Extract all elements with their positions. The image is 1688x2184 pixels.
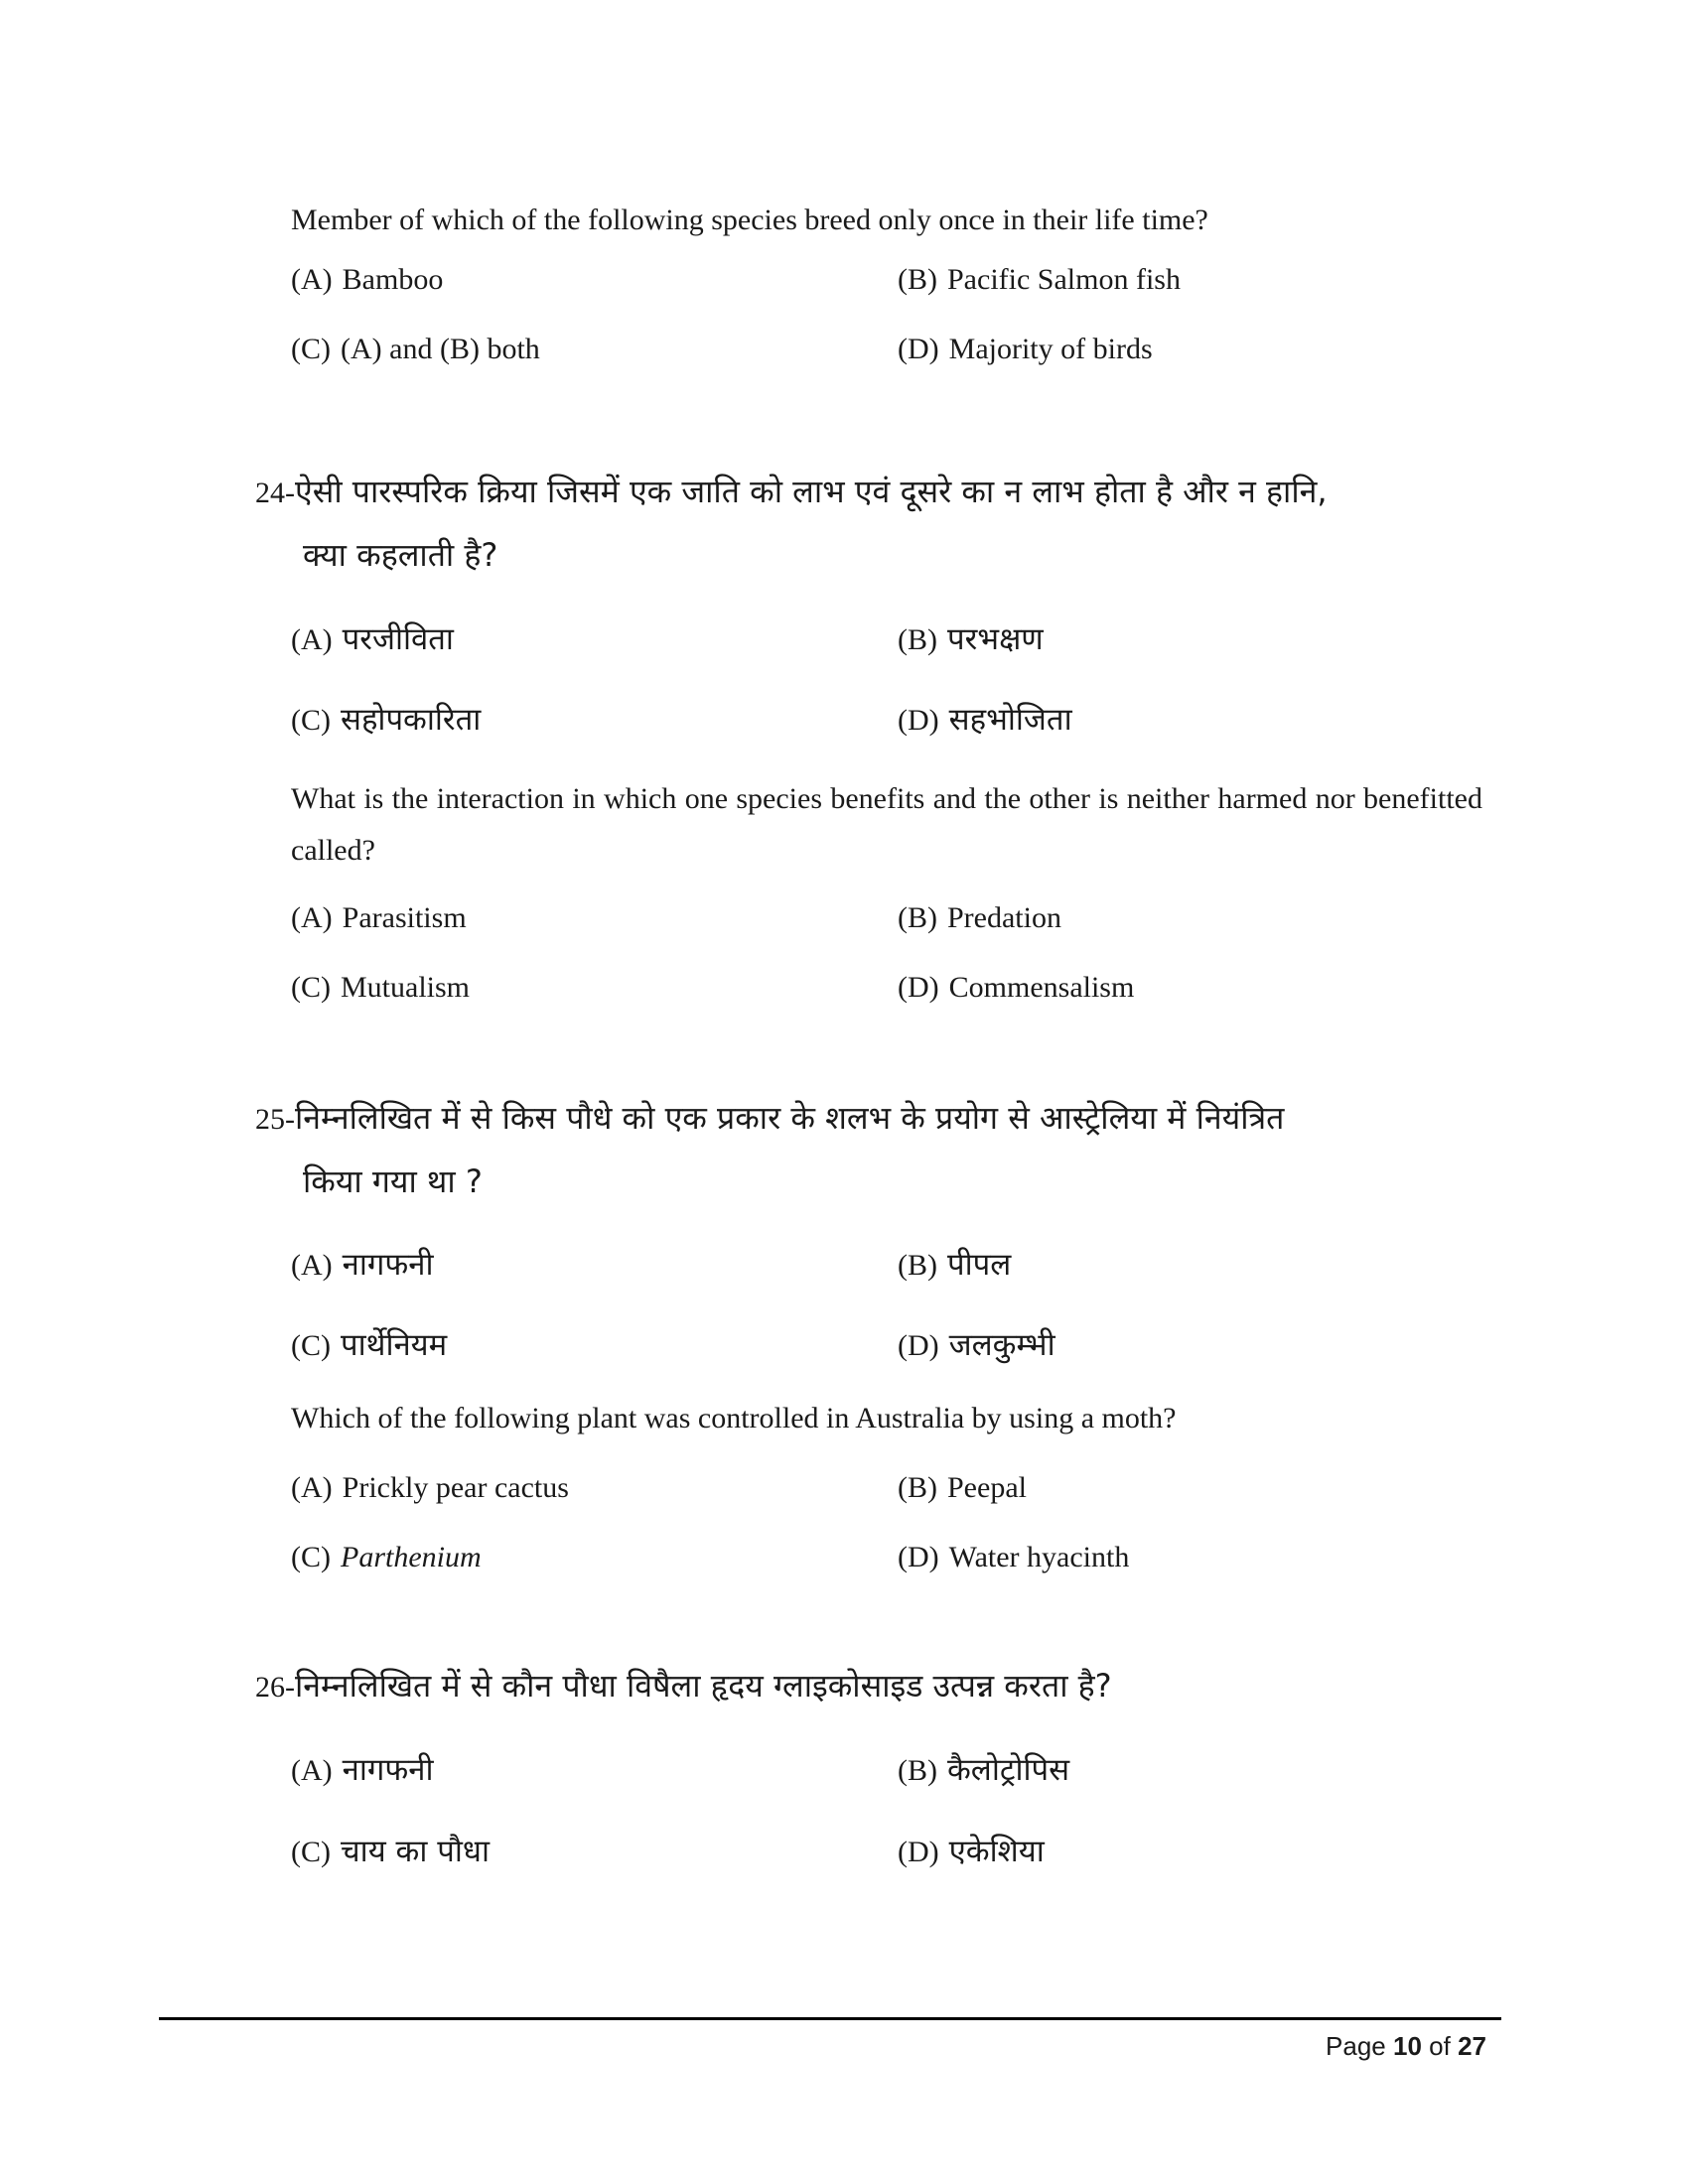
q23-option-c (291, 330, 540, 369)
option-text: Pacific Salmon fish (947, 263, 1181, 296)
question-line-1: निम्नलिखित में से किस पौधे को एक प्रकार के शलभ के प्रयोग से आस्ट्रेलिया में नियंत्रित (295, 1099, 1285, 1137)
q25-hindi-option-b (898, 1243, 1011, 1285)
q26-hindi-option-a (291, 1748, 433, 1790)
page-total: 27 (1458, 2031, 1486, 2061)
q25-option-a (291, 1468, 569, 1508)
q25-option-b (898, 1468, 1027, 1508)
option-text: जलकुम्भी (948, 1327, 1055, 1363)
option-text: Mutualism (341, 971, 471, 1004)
option-text: कैलोट्रोपिस (947, 1752, 1070, 1788)
option-label: (D) (898, 333, 939, 365)
option-text: नागफनी (342, 1752, 434, 1788)
option-label: (B) (898, 901, 937, 934)
page-middle: of (1429, 2031, 1451, 2061)
q24-hindi-option-c (291, 698, 481, 740)
q25-hindi-option-c (291, 1323, 447, 1365)
q23-english-question: Member of which of the following species breed only once in their life time? (291, 204, 1208, 236)
option-label: (C) (291, 1836, 331, 1868)
question-line-1: ऐसी पारस्परिक क्रिया जिसमें एक जाति को लाभ एवं दूसरे का न लाभ होता है और न हानि, (295, 473, 1328, 510)
option-text: Predation (947, 901, 1061, 934)
option-label: (C) (291, 704, 331, 737)
option-label: (B) (898, 1471, 937, 1504)
option-text: परजीविता (342, 621, 454, 657)
q26-hindi-option-b (898, 1748, 1069, 1790)
option-text: सहभोजिता (948, 702, 1072, 738)
q25-option-c (291, 1538, 482, 1577)
option-label: (A) (291, 1249, 333, 1282)
option-label: (C) (291, 333, 331, 365)
option-text: नागफनी (342, 1247, 434, 1283)
q25-option-d (898, 1538, 1129, 1577)
q24-option-d (898, 968, 1134, 1008)
option-text: परभक्षण (947, 621, 1044, 657)
page-current: 10 (1393, 2031, 1422, 2061)
q24-option-b (898, 898, 1061, 938)
q23-option-b (898, 260, 1181, 300)
page-number (1326, 2031, 1486, 2062)
q26-hindi-option-d (898, 1830, 1045, 1871)
option-text: Water hyacinth (948, 1541, 1130, 1573)
option-label: (B) (898, 1754, 937, 1787)
option-text: चाय का पौधा (341, 1834, 490, 1869)
option-label: (D) (898, 1836, 939, 1868)
q24-hindi-question (255, 460, 1486, 587)
option-text: Peepal (947, 1471, 1027, 1504)
q24-option-a (291, 898, 467, 938)
option-text: Parasitism (342, 901, 467, 934)
footer-divider (159, 2017, 1501, 2020)
option-label: (A) (291, 901, 333, 934)
option-label: (B) (898, 623, 937, 656)
question-number: 25- (255, 1103, 295, 1136)
q23-option-d (898, 330, 1153, 369)
option-label: (C) (291, 971, 331, 1004)
option-text: Bamboo (342, 263, 444, 296)
option-label: (C) (291, 1329, 331, 1362)
option-label: (D) (898, 704, 939, 737)
q26-hindi-option-c (291, 1830, 490, 1871)
question-text: निम्नलिखित में से कौन पौधा विषैला हृदय ग्लाइकोसाइड उत्पन्न करता है? (295, 1667, 1112, 1705)
q26-hindi-question (255, 1654, 1486, 1717)
q24-english-question: What is the interaction in which one species benefits and the other is neither harmed nor benefitted called? (291, 782, 1482, 867)
question-number: 24- (255, 477, 295, 509)
option-label: (C) (291, 1541, 331, 1573)
q24-hindi-option-d (898, 698, 1072, 740)
question-line-2: किया गया था ? (303, 1162, 483, 1200)
option-label: (D) (898, 1329, 939, 1362)
q24-hindi-option-a (291, 617, 454, 659)
q24-option-c (291, 968, 470, 1008)
option-text: पार्थेनियम (341, 1327, 448, 1363)
option-label: (D) (898, 1541, 939, 1573)
page-prefix: Page (1326, 2031, 1386, 2061)
option-label: (A) (291, 1471, 333, 1504)
option-text: Majority of birds (948, 333, 1153, 365)
q25-hindi-option-a (291, 1243, 433, 1285)
option-text: Commensalism (948, 971, 1135, 1004)
option-text: (A) and (B) both (341, 333, 540, 365)
q23-option-a (291, 260, 443, 300)
option-label: (A) (291, 623, 333, 656)
option-text: एकेशिया (948, 1834, 1045, 1869)
option-label: (A) (291, 1754, 333, 1787)
option-label: (A) (291, 263, 333, 296)
q25-english-question: Which of the following plant was controlled in Australia by using a moth? (291, 1402, 1177, 1434)
question-number: 26- (255, 1671, 295, 1704)
option-label: (B) (898, 1249, 937, 1282)
question-line-2: क्या कहलाती है? (303, 536, 498, 574)
option-label: (B) (898, 263, 937, 296)
option-text: पीपल (947, 1247, 1012, 1283)
option-text: सहोपकारिता (341, 702, 482, 738)
q24-hindi-option-b (898, 617, 1044, 659)
option-text: Prickly pear cactus (342, 1471, 569, 1504)
q25-hindi-option-d (898, 1323, 1055, 1365)
q25-hindi-question (255, 1086, 1486, 1213)
option-text: Parthenium (341, 1541, 482, 1573)
option-label: (D) (898, 971, 939, 1004)
